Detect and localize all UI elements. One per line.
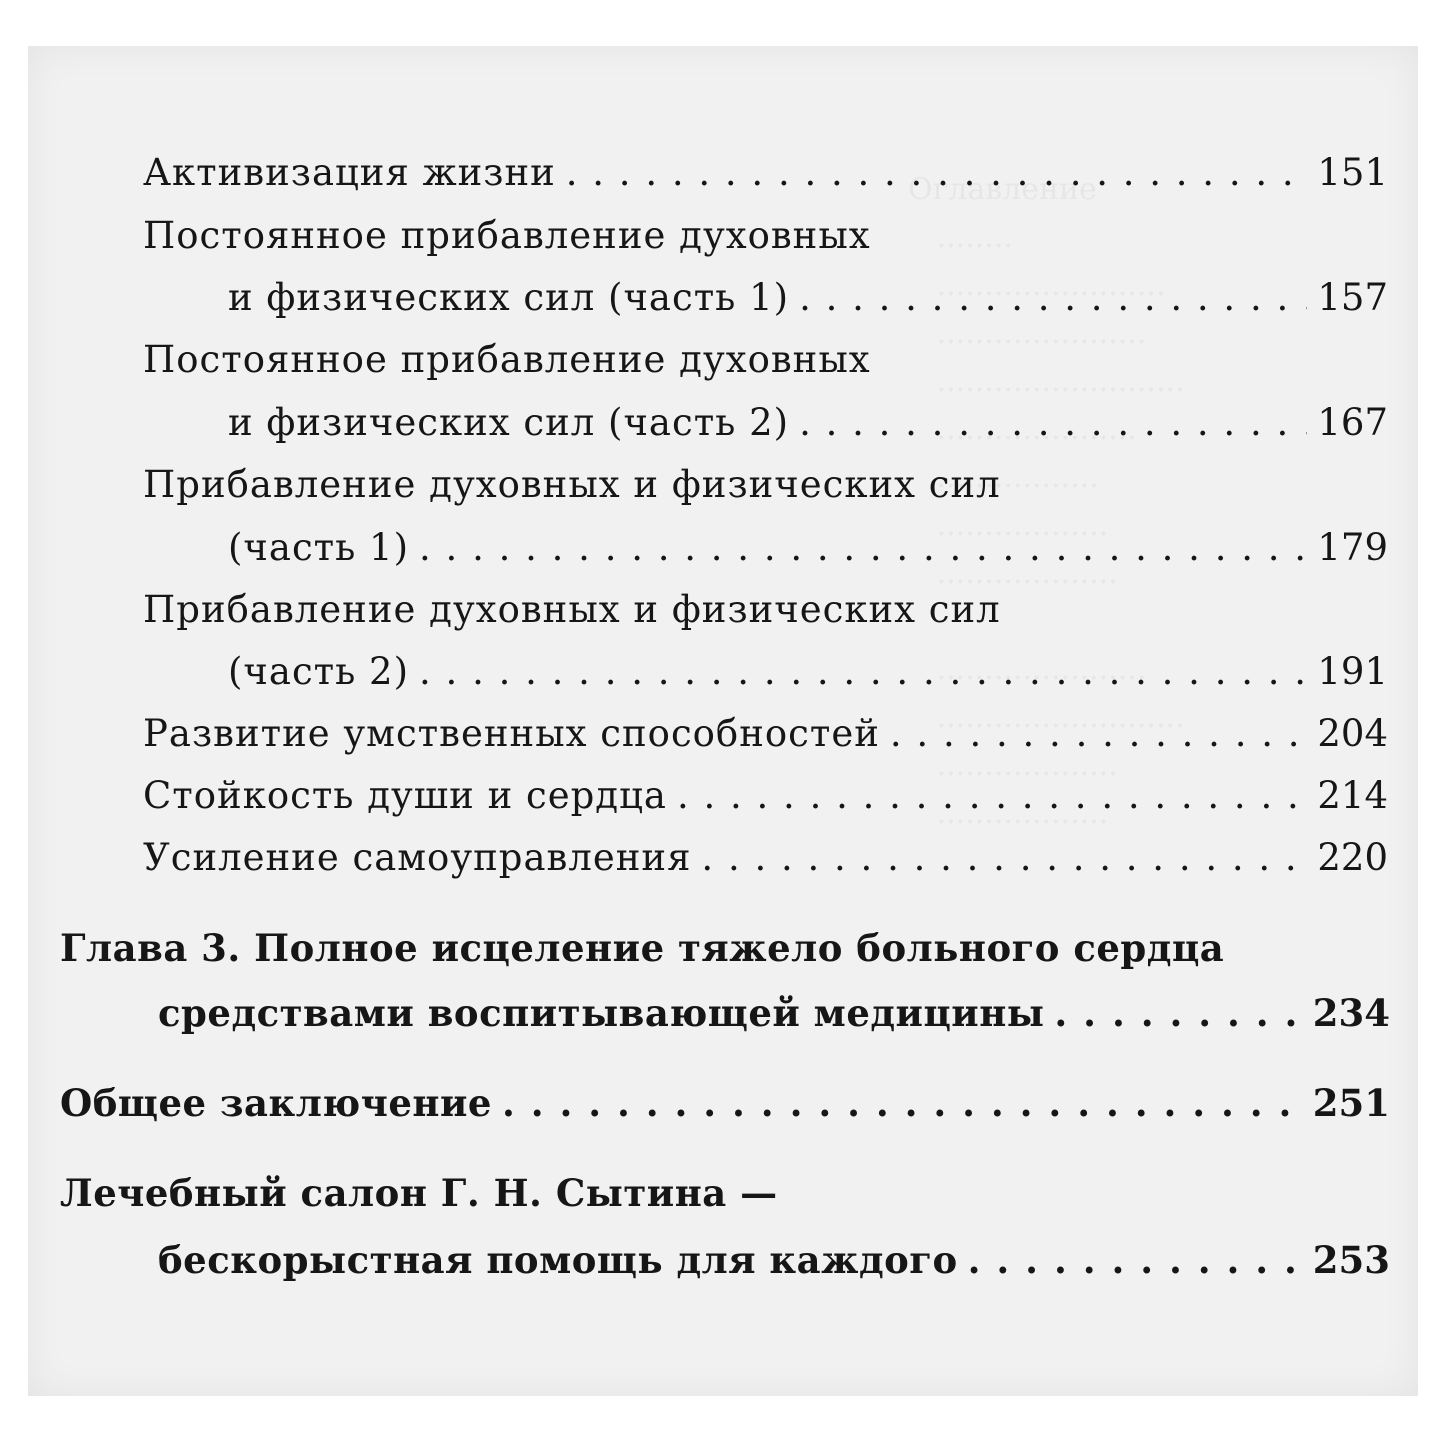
toc-dot-leader: [968, 1238, 1303, 1282]
toc-dot-leader: [502, 1081, 1303, 1125]
toc-entry: [143, 338, 1388, 388]
toc-page-number: 151: [1317, 151, 1388, 194]
toc-entry: [228, 276, 1388, 326]
toc-entry: [143, 774, 1388, 824]
toc-dot-leader: [799, 401, 1307, 444]
toc-chapter-entry: [158, 1238, 1390, 1288]
toc-entry-title: и физических сил (часть 1): [228, 276, 790, 319]
toc-chapter-entry: [158, 991, 1390, 1041]
toc-dot-leader: [1054, 991, 1302, 1035]
toc-chapter-entry: [60, 1081, 1390, 1131]
toc-entry-title: Стойкость души и сердца: [143, 774, 667, 817]
toc-entry: [143, 151, 1388, 201]
toc-dot-leader: [566, 151, 1308, 194]
toc-entry: [228, 526, 1388, 576]
toc-page-number: 204: [1317, 712, 1388, 755]
toc-entry-title: Усиление самоуправления: [143, 836, 692, 879]
toc-entry: [143, 712, 1388, 762]
toc-dot-leader: [890, 712, 1307, 755]
toc-dot-leader: [701, 836, 1307, 879]
toc-entry: [228, 650, 1388, 700]
toc-entry-title: Прибавление духовных и физических сил: [143, 463, 1001, 506]
toc-entry: [228, 401, 1388, 451]
toc-page-number: 251: [1312, 1081, 1390, 1125]
toc-page-number: 191: [1317, 650, 1388, 693]
toc-entry: [143, 463, 1388, 513]
toc-entry-title: Глава 3. Полное исцеление тяжело больного сердца: [60, 926, 1225, 970]
toc-dot-leader: [419, 526, 1307, 569]
toc-entry-title: Прибавление духовных и физических сил: [143, 588, 1001, 631]
toc-page-number: 214: [1317, 774, 1388, 817]
toc-entry-title: средствами воспитывающей медицины: [158, 991, 1045, 1035]
table-of-contents: [28, 46, 1418, 1396]
toc-entry-title: Общее заключение: [60, 1081, 492, 1125]
book-page: [28, 46, 1418, 1396]
toc-entry-title: Постоянное прибавление духовных: [143, 338, 871, 381]
toc-entry-title: Активизация жизни: [143, 151, 556, 194]
toc-entry: [143, 588, 1388, 638]
toc-dot-leader: [677, 774, 1307, 817]
toc-entry: [143, 214, 1388, 264]
toc-chapter-entry: [60, 926, 1390, 976]
toc-page-number: 234: [1312, 991, 1390, 1035]
toc-entry-title: Лечебный салон Г. Н. Сытина —: [60, 1171, 778, 1215]
toc-chapter-entry: [60, 1171, 1390, 1221]
toc-page-number: 179: [1317, 526, 1388, 569]
toc-page-number: 253: [1312, 1238, 1390, 1282]
toc-page-number: 167: [1317, 401, 1388, 444]
toc-entry-title: бескорыстная помощь для каждого: [158, 1238, 958, 1282]
toc-entry-title: Постоянное прибавление духовных: [143, 214, 871, 257]
toc-entry-title: Развитие умственных способностей: [143, 712, 880, 755]
toc-entry-title: (часть 1): [228, 526, 410, 569]
toc-entry-title: и физических сил (часть 2): [228, 401, 790, 444]
toc-page-number: 157: [1317, 276, 1388, 319]
toc-entry-title: (часть 2): [228, 650, 410, 693]
toc-page-number: 220: [1317, 836, 1388, 879]
toc-dot-leader: [799, 276, 1307, 319]
toc-entry: [143, 836, 1388, 886]
toc-dot-leader: [419, 650, 1307, 693]
